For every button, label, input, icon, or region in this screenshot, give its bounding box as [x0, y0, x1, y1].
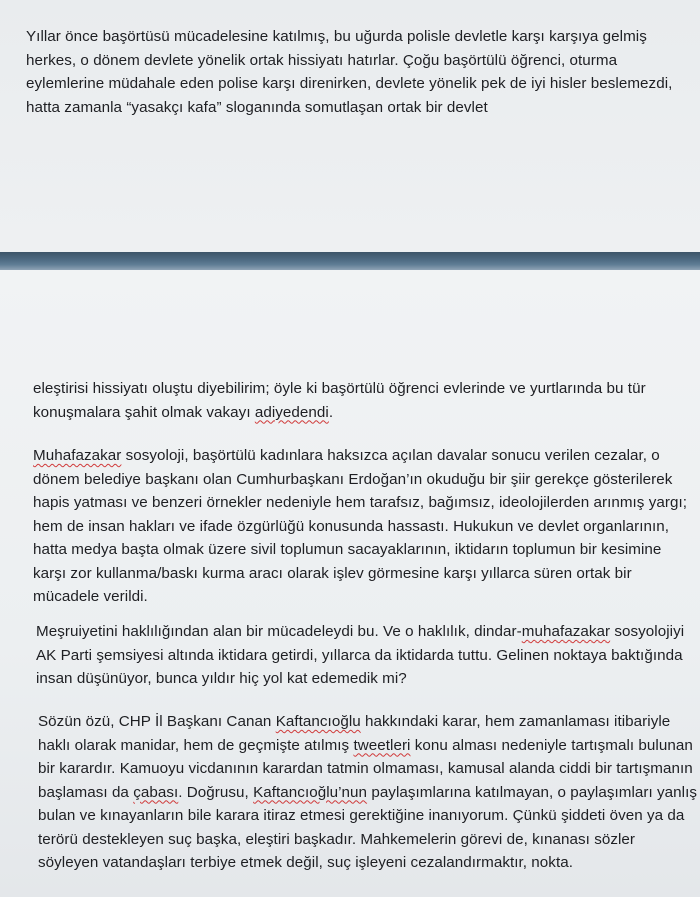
misspelled-word: adiyedendi	[254, 403, 329, 421]
misspelled-word: Kaftancıoğlu	[275, 713, 361, 730]
paragraph-4-text: . Doğrusu,	[178, 783, 254, 801]
paragraph-4	[38, 710, 698, 875]
misspelled-word: Muhafazakar	[33, 447, 122, 464]
paragraph-3-text: Meşruiyetini haklılığından alan bir mücadeleydi bu. Ve o haklılık, dindar-	[36, 623, 522, 640]
previous-page-area	[0, 0, 700, 252]
paragraph-1	[33, 377, 693, 424]
paragraph-4-text: konu alması nedeniyle tartışmalı bulunan bir karardır. Kamuoyu vicdanının karardan tatmin olmaması, kamusal alanda ciddi bir tartışmanın başlaması da	[38, 736, 693, 801]
misspelled-word: tweetleri	[353, 736, 411, 754]
paragraph-3	[36, 620, 696, 691]
page-divider-bar	[0, 252, 700, 270]
paragraph-3-end: sosyolojiyi AK Parti şemsiyesi altında iktidara getirdi, yıllarca da iktidarda tuttu. Gelinen noktaya baktığında insan düşünüyor, bunca yıldır hiç yol kat edemedik mi?	[36, 623, 685, 687]
misspelled-word: çabası	[133, 783, 179, 801]
misspelled-word: Kaftancıoğlu’nun	[253, 783, 368, 801]
top-paragraph: Yıllar önce başörtüsü mücadelesine katılmış, bu uğurda polisle devletle karşı karşıya gelmiş herkes, o dönem devlete yönelik ortak hissiyatı hatırlar. Çoğu başörtülü öğrenci, oturma eylemlerine müdahale eden polise karşı direnirken, devlete yönelik pek de iyi hisler beslemezdi, hatta zamanla “yasakçı kafa” sloganında somutlaşan ortak bir devlet	[26, 28, 673, 116]
paragraph-2	[33, 444, 697, 609]
paragraph-1-text: eleştirisi hissiyatı oluştu diyebilirim; öyle ki başörtülü öğrenci evlerinde ve yurtlarında bu tür konuşmalara şahit olmak vakayı	[33, 380, 646, 421]
misspelled-word: muhafazakar	[521, 623, 611, 640]
paragraph-2-text: sosyoloji, başörtülü kadınlara haksızca açılan davalar sonucu verilen cezalar, o dönem belediye başkanı olan Cumhurbaşkanı Erdoğan’ın okuduğu bir şiir gerekçe gösterilerek hapis yatması ve benzeri örnekler nedeniyle hem tarafsız, bağımsız, ideolojilerden arınmış yargı; hem de insan hakları ve ifade özgürlüğü konusunda hassastı. Hukukun ve devlet organlarının, hatta medya başta olmak üzere sivil toplumun sacayaklarının, iktidarın toplumun bir kesimine karşı zor kullanma/baskı kurma aracı olarak işlev görmesine karşı yıllarca süren ortak bir mücadele verildi.	[33, 447, 688, 605]
paragraph-4-text: paylaşımlarına katılmayan, o paylaşımları yanlış bulan ve kınayanların bile karara itiraz etmesi gerektiğine inanıyorum. Çünkü şiddeti öven ya da terörü destekleyen suç başka, eleştiri başkadır. Mahkemelerin görevi de, kınanası sözler söyleyen vatandaşları terbiye etmek değil, suç işleyeni cezalandırmaktır, nokta.	[38, 783, 698, 871]
paragraph-4-text: Sözün özü, CHP İl Başkanı Canan	[38, 713, 276, 730]
paragraph-1-end: .	[328, 403, 334, 421]
paragraph-4-text: hakkındaki karar, hem zamanlaması itibariyle haklı olarak manidar, hem de geçmişte atılmış	[38, 713, 671, 754]
